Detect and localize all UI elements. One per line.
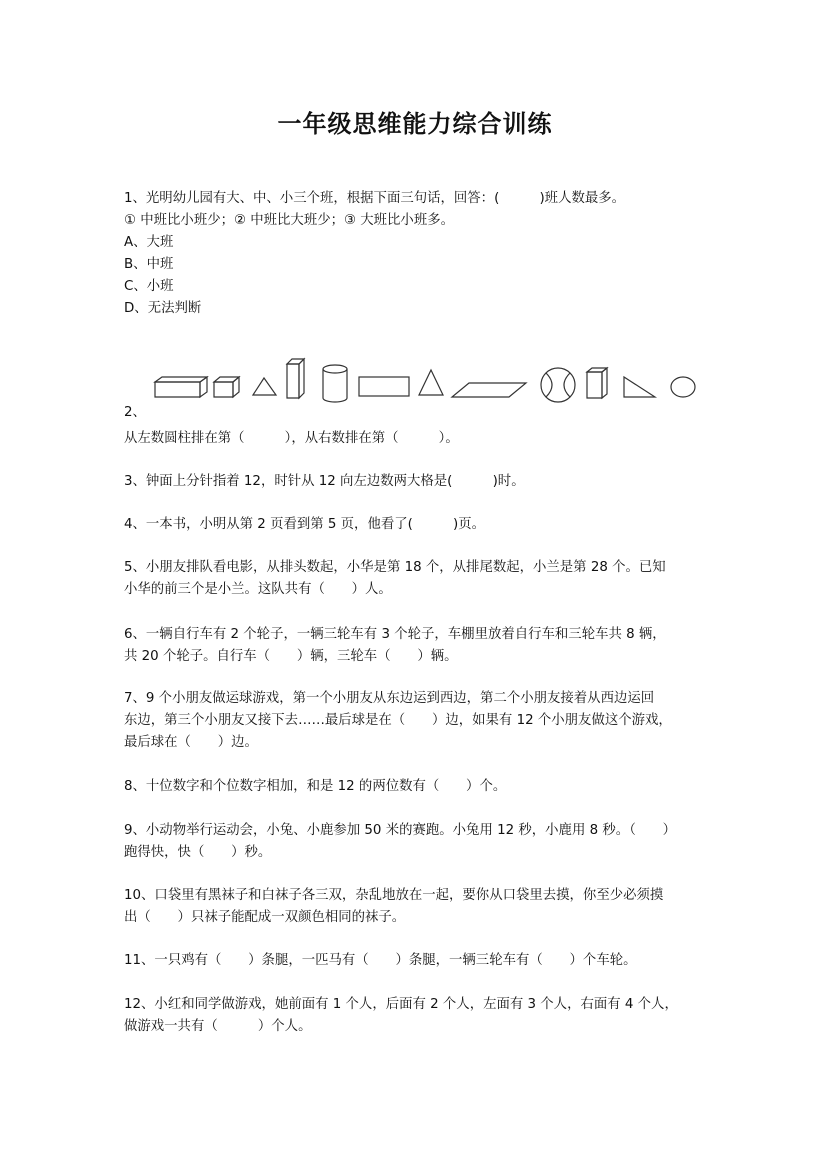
shapes-row [150, 352, 710, 412]
q5-line-2: 小华的前三个是小兰。这队共有（ ）人。 [124, 582, 392, 597]
tall-prism-shape [287, 359, 304, 398]
q5-line-1: 5、小朋友排队看电影，从排头数起，小华是第 18 个，从排尾数起，小兰是第 28 个。已知 [124, 560, 666, 575]
q9-line-2: 跑得快，快（ ）秒。 [124, 845, 272, 860]
q7-line-1: 7、9 个小朋友做运球游戏，第一个小朋友从东边运到西边，第二个小朋友接着从西边运回 [124, 691, 655, 706]
q4-text: 4、一本书，小明从第 2 页看到第 5 页，他看了( )页。 [124, 517, 486, 532]
rect-prism-flat-shape [155, 377, 207, 397]
q10-line-2: 出（ ）只袜子能配成一双颜色相同的袜子。 [124, 910, 406, 925]
triangle-shape-2 [419, 370, 443, 395]
q6-line-2: 共 20 个轮子。自行车（ ）辆，三轮车（ ）辆。 [124, 649, 458, 664]
q1-option-b: B、中班 [124, 257, 174, 272]
ball-shape [541, 368, 575, 402]
cylinder-shape [323, 365, 347, 402]
page-title: 一年级思维能力综合训练 [277, 110, 553, 138]
q10-line-1: 10、口袋里有黑袜子和白袜子各三双，杂乱地放在一起，要你从口袋里去摸，你至少必须摸 [124, 888, 664, 903]
q7-line-3: 最后球在（ ）边。 [124, 735, 258, 750]
q2-number: 2、 [124, 405, 146, 420]
q1-stem: 1、光明幼儿园有大、中、小三个班，根据下面三句话，回答：( )班人数最多。 [124, 191, 626, 206]
q3-text: 3、钟面上分针指着 12，时针从 12 向左边数两大格是( )时。 [124, 474, 525, 489]
q1-clues: ① 中班比小班少；② 中班比大班少；③ 大班比小班多。 [124, 213, 454, 228]
rectangle-shape [359, 377, 409, 396]
q7-line-2: 东边，第三个小朋友又接下去……最后球是在（ ）边，如果有 12 个小朋友做这个游戏， [124, 713, 672, 728]
q12-line-2: 做游戏一共有（ ）个人。 [124, 1019, 312, 1034]
q2-text: 从左数圆柱排在第（ ），从右数排在第（ ）。 [124, 431, 459, 446]
cuboid-shape [587, 368, 607, 398]
q1-option-d: D、无法判断 [124, 301, 202, 316]
q1-option-a: A、大班 [124, 235, 174, 250]
q9-line-1: 9、小动物举行运动会，小兔、小鹿参加 50 米的赛跑。小兔用 12 秒，小鹿用 8 秒。（ ） [124, 823, 677, 838]
q8-text: 8、十位数字和个位数字相加，和是 12 的两位数有（ ）个。 [124, 779, 507, 794]
q12-line-1: 12、小红和同学做游戏，她前面有 1 个人，后面有 2 个人，左面有 3 个人，右面有 4 个人， [124, 997, 678, 1012]
oval-shape [671, 377, 695, 397]
q1-option-c: C、小班 [124, 279, 174, 294]
flat-board-shape [452, 383, 526, 397]
right-triangle-shape [624, 377, 655, 397]
triangle-shape [253, 378, 276, 395]
q6-line-1: 6、一辆自行车有 2 个轮子，一辆三轮车有 3 个轮子，车棚里放着自行车和三轮车共 8 辆， [124, 627, 666, 642]
cube-shape [214, 377, 239, 397]
q11-text: 11、一只鸡有（ ）条腿，一匹马有（ ）条腿，一辆三轮车有（ ）个车轮。 [124, 953, 637, 968]
